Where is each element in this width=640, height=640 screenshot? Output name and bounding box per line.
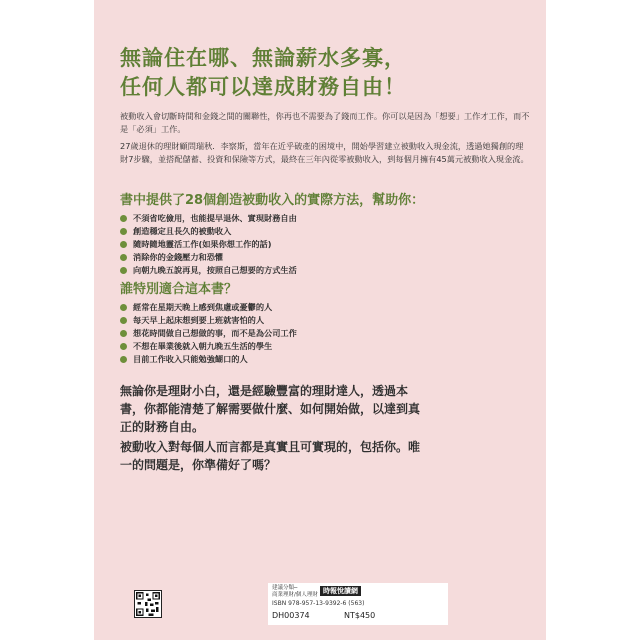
bullet-dot-icon bbox=[120, 343, 127, 350]
list-item: 目前工作收入只能勉強餬口的人 bbox=[120, 353, 530, 366]
list-item: 創造穩定且長久的被動收入 bbox=[120, 225, 530, 238]
book-back-cover bbox=[94, 0, 546, 640]
bullet-dot-icon bbox=[120, 241, 127, 248]
category-line-1: 建議分類─ bbox=[272, 585, 298, 591]
section-methods-title: 書中提供了28個創造被動收入的實際方法，幫助你： bbox=[120, 193, 425, 208]
category-info bbox=[272, 585, 318, 599]
bullet-dot-icon bbox=[120, 215, 127, 222]
bullet-dot-icon bbox=[120, 317, 127, 324]
list-item: 不須省吃儉用，也能提早退休、實現財務自由 bbox=[120, 212, 530, 225]
list-item: 想花時間做自己想做的事，而不是為公司工作 bbox=[120, 327, 530, 340]
closing-paragraph-2: 被動收入對每個人而言都是真實且可實現的，包括你。唯一的問題是，你準備好了嗎？ bbox=[120, 440, 421, 472]
bullet-dot-icon bbox=[120, 267, 127, 274]
headline-line-1: 無論住在哪、無論薪水多寡， bbox=[120, 46, 406, 70]
intro-paragraph-1: 被動收入會切斷時間和金錢之間的關聯性，你再也不需要為了錢而工作。你可以是因為「想要」工作才工作，而不是「必須」工作。 bbox=[120, 111, 530, 134]
section-methods-list bbox=[120, 212, 530, 277]
bullet-dot-icon bbox=[120, 330, 127, 337]
intro-paragraph-2: 27歲退休的理財顧問瑞秋．李察斯，當年在近乎破產的困境中，開始學習建立被動收入現金流，透過她獨創的理財7步驟，並搭配儲蓄、投資和保險等方式，最終在三年內從零被動收入，到每個月擁有45萬元被動收入現金流。 bbox=[120, 141, 529, 164]
bullet-dot-icon bbox=[120, 228, 127, 235]
list-item: 不想在畢業後就入朝九晚五生活的學生 bbox=[120, 340, 530, 353]
qr-code-icon bbox=[134, 590, 162, 618]
barcode-label bbox=[268, 583, 448, 625]
bullet-dot-icon bbox=[120, 254, 127, 261]
list-item: 每天早上起床想到要上班就害怕的人 bbox=[120, 314, 530, 327]
section-audience-title: 誰特別適合這本書？ bbox=[120, 282, 238, 297]
headline bbox=[120, 44, 530, 102]
list-item: 消除你的金錢壓力和恐懼 bbox=[120, 251, 530, 264]
list-item: 向朝九晚五說再見，按照自己想要的方式生活 bbox=[120, 264, 530, 277]
product-code: DH00374 bbox=[272, 611, 310, 620]
list-item: 隨時隨地靈活工作(如果你想工作的話) bbox=[120, 238, 530, 251]
price-text: NT$450 bbox=[344, 611, 376, 620]
closing-paragraph-1: 無論你是理財小白，還是經驗豐富的理財達人，透過本書，你都能清楚了解需要做什麼、如何開始做，以達到真正的財務自由。 bbox=[120, 384, 421, 434]
bullet-dot-icon bbox=[120, 356, 127, 363]
bullet-dot-icon bbox=[120, 304, 127, 311]
headline-line-2: 任何人都可以達成財務自由！ bbox=[120, 75, 406, 99]
isbn-text: ISBN 978-957-13-9392-6 (563) bbox=[272, 600, 365, 607]
publisher-logo: 時報悅讀網 bbox=[320, 586, 361, 596]
section-audience-list bbox=[120, 301, 530, 366]
category-line-2: 商業理財/個人理財 bbox=[272, 592, 318, 598]
list-item: 經常在星期天晚上感到焦慮或憂鬱的人 bbox=[120, 301, 530, 314]
